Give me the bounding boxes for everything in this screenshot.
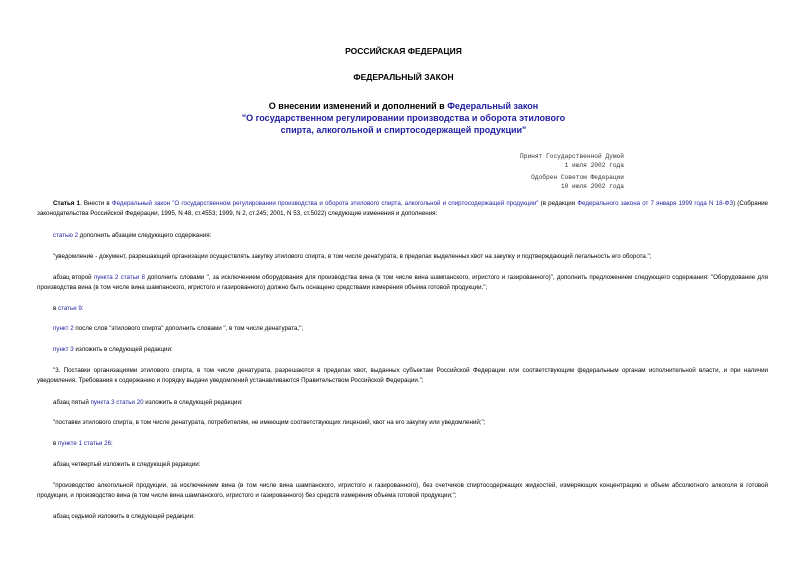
paragraph-s2: "уведомление - документ, разрешающий организации осуществлять закупку этилового спирта, в том числе денатурата, в пределах выделенных квот на закупку и подтверждающий легальность его оборота."; — [53, 253, 652, 260]
law-link[interactable]: Федеральный закон "О государственном регулировании производства и оборота этилового спирта, алкогольной и спиртосодержащей продукции" — [111, 200, 539, 207]
link-article-9[interactable]: статье 9 — [58, 305, 82, 312]
paragraph-s13: абзац седьмой изложить в следующей редакции: — [53, 513, 195, 520]
law-type-heading: ФЕДЕРАЛЬНЫЙ ЗАКОН — [353, 72, 454, 82]
title-law-link[interactable]: Федеральный закон — [447, 101, 539, 111]
paragraph-s6: пункт 3 изложить в следующей редакции: — [53, 346, 173, 353]
amendment-law-link[interactable]: Федерального закона от 7 января 1999 года N 18-ФЗ — [577, 200, 734, 207]
link-art8-p2[interactable]: пункта 2 статьи 8 — [93, 274, 145, 281]
link-article-2[interactable]: статью 2 — [53, 232, 79, 239]
title-line-1: О внесении изменений и дополнений в Федеральный закон — [268, 101, 539, 111]
approval-block — [531, 174, 624, 191]
link-point-2[interactable]: пункт 2 — [53, 325, 74, 332]
approved-date: 10 июля 2002 года — [560, 182, 624, 190]
adopted-label: Принят Государственной Думой — [520, 153, 624, 160]
link-point-3[interactable]: пункт 3 — [53, 346, 74, 353]
paragraph-s1: статью 2 дополнить абзацем следующего содержания: — [53, 232, 212, 239]
paragraph-s5: пункт 2 после слов "этилового спирта" дополнить словами ", в том числе денатурата,"; — [53, 325, 304, 332]
paragraph-s3: абзац второй пункта 2 статьи 8 дополнить словами ", за исключением оборудования для производства вина (в том числе вина шампанского, игристого и газированного)", дополнить предложением следующего содержания: "Оборудование для производства вина (в том числе вина шампанского, игристого и газированного) должно быть оснащено средствами измерения объема готовой продукции."; — [37, 274, 768, 291]
paragraph-s8: абзац пятый пункта 3 статьи 20 изложить в следующей редакции: — [53, 399, 243, 406]
approved-label: Одобрен Советом Федерации — [531, 174, 624, 181]
law-title — [0, 100, 807, 136]
title-line-3[interactable]: спирта, алкогольной и спиртосодержащей продукции" — [280, 125, 527, 135]
paragraph-s9: "поставки этилового спирта, в том числе денатурата, потребителям, не имеющим соответствующих лицензий, квот на его закупку или уведомлений;"; — [53, 419, 486, 426]
article-label: Статья 1 — [53, 200, 80, 207]
link-art26-p1[interactable]: пункте 1 статьи 26 — [58, 440, 112, 447]
country-heading: РОССИЙСКАЯ ФЕДЕРАЦИЯ — [345, 46, 462, 56]
article-1-paragraph: Статья 1. Внести в Федеральный закон "О государственном регулировании производства и оборота этилового спирта, алкогольной и спиртосодержащей продукции" (в редакции Федерального закона от 7 января 1999 года N 18-ФЗ) (Собрание законодательства Российской Федерации, 1995, N 48, ст.4553; 1999, N 2, ст.245; 2001, N 53, ст.5022) следующие изменения и дополнения: — [37, 200, 769, 217]
link-art20-p3[interactable]: пункта 3 статьи 20 — [90, 399, 144, 406]
adoption-block — [520, 153, 624, 170]
paragraph-s4: в статье 9: — [53, 305, 84, 312]
adopted-date: 1 июля 2002 года — [564, 161, 624, 169]
title-line-2[interactable]: "О государственном регулировании производства и оборота этилового — [241, 113, 566, 123]
paragraph-s11: абзац четвертый изложить в следующей редакции: — [53, 461, 201, 468]
paragraph-s7: "3. Поставки организациями этилового спирта, в том числе денатурата, разрешаются в пределах квот, выданных субъектам Российской Федерации или соответствующим федеральным органам исполнительной власти, и при наличии уведомления. Требования к содержанию и порядку выдачи уведомлений устанавливаются Правительством Российской Федерации."; — [37, 367, 768, 384]
paragraph-s12: "производство алкогольной продукции, за исключением вина (в том числе вина шампанского, игристого и газированного), без счетчиков спиртосодержащих жидкостей, измеряющих концентрацию и объем абсолютного алкоголя в готовой продукции, и производство вина (в том числе вина шампанского, игристого и газированного) без средств измерения объема готовой продукции;"; — [37, 482, 768, 499]
paragraph-s10: в пункте 1 статьи 26: — [53, 440, 113, 447]
